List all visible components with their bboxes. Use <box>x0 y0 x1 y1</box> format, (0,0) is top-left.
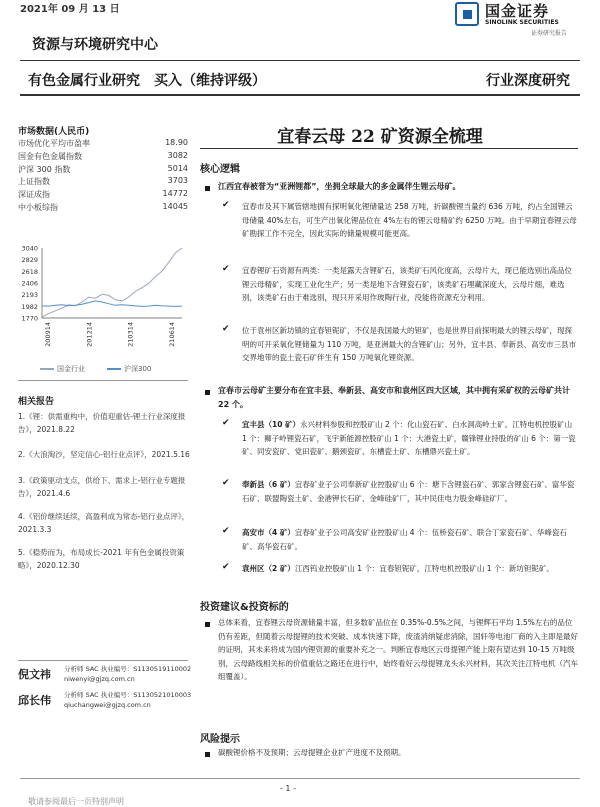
report-kind: 行业深度研究 <box>486 73 570 89</box>
point-text: 位于袁州区新坊镇的宜春钽铌矿，不仅是我国最大的钽矿，也是世界目前探明最大的锂云母矿，现探明的可开采氧化锂储量为 110 万吨，是亚洲最大的含锂矿山；另外，宜丰县、奉新县、高安市三县市交界地带的瓷土瓷石矿伴生有 150 万吨氧化锂资源。 <box>242 326 577 362</box>
market-data-label: 中小板综指 <box>18 203 58 212</box>
check-icon: ✔ <box>222 264 230 274</box>
market-data-value: 14045 <box>162 202 188 211</box>
check-icon: ✔ <box>222 478 230 488</box>
analyst-sac: 分析师 SAC 执业编号：S1130521010003 <box>64 691 192 699</box>
related-report-item[interactable]: 3.《政策驱动支点，供给下、需求上-铝行业专题报告》，2021.4.6 <box>18 476 186 498</box>
related-reports-heading: 相关报告 <box>18 397 55 407</box>
point-text: 宜春市及其下属管辖地拥有探明氧化锂储量达 258 万吨，折碳酸锂当量约 636 万吨，约占全国锂云母储量 40%左右，可生产出氧化锂品位在 4%左右的锂云母精矿约 6250 万吨。由于早期宜春锂云母矿勘探工作不完全，因此实际的储量规模可能更高。 <box>242 202 577 238</box>
bullet-icon <box>205 622 210 627</box>
market-data-row <box>18 202 188 213</box>
check-icon: ✔ <box>222 418 230 428</box>
region-label: 宜丰县（10 矿） <box>242 420 301 429</box>
market-data-row <box>18 151 188 162</box>
core-logic-heading: 核心逻辑 <box>200 164 240 175</box>
y-tick-label: 2193 <box>21 291 38 300</box>
analyst-name: 倪文祎 <box>18 668 51 681</box>
y-tick-label: 2406 <box>21 279 38 288</box>
series-line-0 <box>42 248 182 317</box>
y-tick-label: 2618 <box>21 267 38 276</box>
y-tick-label: 2829 <box>21 256 38 265</box>
market-data-value: 3703 <box>167 176 188 186</box>
market-data-row <box>18 164 188 175</box>
point-text <box>242 526 578 553</box>
company-logo <box>455 0 585 38</box>
market-data-value: 14772 <box>162 189 188 199</box>
footer-note: 敬请参阅最后一页特别声明 <box>28 797 124 806</box>
region-detail: 永兴材料参股和控股矿山 2 个：化山瓷石矿、白水洞高岭土矿。江特电机控股矿山 1 个：狮子岭锂瓷石矿，飞宇新能源控股矿山 1 个：大港瓷土矿，赣锋锂业持股的矿山 6 个：第一瓷矿、同安瓷矿、党田瓷矿、鹅颈瓷矿、东槽瓷土矿、东槽鼎兴瓷土矿。 <box>242 420 576 456</box>
bullet-icon <box>205 390 210 395</box>
region-label: 袁州区（2 矿） <box>242 564 295 573</box>
logo-subtitle: 证券研究报告 <box>531 30 568 37</box>
analyst-info <box>64 690 194 710</box>
check-icon: ✔ <box>222 562 230 572</box>
divider <box>18 380 188 381</box>
market-data-label: 深证成指 <box>18 190 50 200</box>
market-data-row <box>18 176 188 187</box>
analyst-email[interactable]: qiuchangwei@gjzq.com.cn <box>64 701 151 709</box>
chart-legend <box>40 364 151 374</box>
investment-text: 总体来看，宜春锂云母资源储量丰富，但多数矿品位在 0.35%-0.5%之间，与锂辉石平均 1.5%左右的品位仍有差距，但随着云母提锂的技术突破、成本快速下降，废渣消纳疑虑消除，国轩等电池厂商的入主即是最好的证明，其未来将成为国内锂资源的重要补充之一。判断宜春地区云母提锂产能上限有望达到 10-15 万吨级别，云母路线相关标的价值重估之路还在进行中，始终看好云母提锂龙头永兴材料，其次关注江特电机（汽车组覆盖）。 <box>218 618 578 681</box>
investment-heading: 投资建议&投资标的 <box>200 602 289 613</box>
divider <box>20 94 580 96</box>
research-center: 资源与环境研究中心 <box>32 37 158 53</box>
bullet-icon <box>205 752 210 757</box>
report-rating: 有色金属行业研究 买入（维持评级） <box>28 73 266 89</box>
region-label: 高安市（4 矿） <box>242 528 295 537</box>
risk-heading: 风险提示 <box>200 734 240 745</box>
market-data-row <box>18 189 188 200</box>
y-tick-label: 1770 <box>21 314 38 323</box>
x-tick-label: 201214 <box>85 322 94 347</box>
page-number: - 1 - <box>280 784 296 793</box>
analyst-name: 邱长伟 <box>18 694 51 707</box>
market-data-value: 3082 <box>167 150 188 160</box>
check-icon: ✔ <box>222 200 230 210</box>
bullet-icon <box>205 186 210 191</box>
divider <box>20 778 580 779</box>
market-data-label: 市场优化平均市盈率 <box>18 139 90 148</box>
logo-icon <box>455 2 479 26</box>
market-data-label: 国金有色金属指数 <box>18 151 82 161</box>
analyst-email[interactable]: niwenyi@gjzq.com.cn <box>64 675 135 683</box>
legend-item <box>107 364 151 374</box>
logo-name-cn: 国金证券 <box>485 2 550 20</box>
region-label: 奉新县（6 矿） <box>242 480 295 489</box>
related-report-item[interactable]: 4.《铝价继续延续，高盈利成为常态-铝行业点评》，2021.3.3 <box>18 512 190 534</box>
divider <box>20 60 580 61</box>
risk-text: 碳酸锂价格不及预期；云母提锂企业扩产进度不及预期。 <box>218 748 406 757</box>
check-icon: ✔ <box>222 324 230 334</box>
market-data-value: 5014 <box>167 163 188 173</box>
legend-item <box>40 364 85 374</box>
divider <box>200 148 578 149</box>
market-data-label: 上证指数 <box>18 177 50 187</box>
index-chart <box>12 238 192 363</box>
logo-name-en: SINOLINK SECURITIES <box>485 19 559 26</box>
point-text <box>242 478 578 505</box>
related-report-item[interactable]: 2.《大浪淘沙，坚定信心-铝行业点评》，2021.5.16 <box>18 450 190 459</box>
market-data-label: 沪深 300 指数 <box>18 164 71 174</box>
related-report-item[interactable]: 1.《锂：供需重构中，价值迎重估-锂土行业深度报告》，2021.8.22 <box>18 412 186 434</box>
point-text <box>242 562 578 576</box>
series-line-1 <box>42 301 182 307</box>
y-tick-label: 3040 <box>21 244 38 253</box>
point-text: 宜春锂矿石资源有两类：一类是露天含锂矿石，该类矿石风化度高，云母片大，现已能选别出高品位锂云母精矿，实现工业化生产；另一类是地下含锂瓷石矿，该类矿石埋藏深度大，云母片细，难选别，该类矿石由于难选别，现只开采用作玻陶行业，没能将资源充分利用。 <box>242 266 572 302</box>
market-data-row <box>18 138 188 149</box>
analyst-sac: 分析师 SAC 执业编号：S1130519110002 <box>64 665 192 673</box>
region-detail: 江西钨业控股矿山 1 个：宜春钽铌矿，江特电机控股矿山 1 个：新坊钽铌矿。 <box>294 564 554 573</box>
x-tick-label: 210314 <box>126 322 135 347</box>
legend-swatch-hs300 <box>107 368 121 370</box>
market-data-value: 18.90 <box>165 138 188 147</box>
legend-swatch-industry <box>40 368 54 370</box>
market-data-heading: 市场数据(人民币) <box>18 127 90 137</box>
y-tick-label: 1982 <box>21 302 38 311</box>
point-text <box>242 418 578 459</box>
page-title: 宜春云母 22 矿资源全梳理 <box>277 127 483 147</box>
region-detail: 宜春矿业子公司高安矿业控股矿山 4 个：伍桥瓷石矿、联合丁家瓷石矿、华峰瓷石矿、高华瓷石矿。 <box>242 528 567 551</box>
x-tick-label: 210614 <box>168 322 176 347</box>
divider <box>18 660 188 661</box>
report-date: 2021年 09 月 13 日 <box>20 4 120 15</box>
check-icon: ✔ <box>222 526 230 536</box>
key-point: 江西宜春被誉为“亚洲锂都”，坐拥全球最大的多金属伴生锂云母矿。 <box>218 182 461 191</box>
legend-label: 国金行业 <box>57 365 85 373</box>
legend-label: 沪深300 <box>124 365 152 373</box>
related-report-item[interactable]: 5.《稳势而为，布局成长-2021 年有色金属投资策略》，2020.12.30 <box>18 548 185 570</box>
region-detail: 宜春矿业子公司奉新矿业控股矿山 6 个：塘下含锂瓷石矿、郭家含锂瓷石矿、富华瓷石矿、联盟陶瓷土矿、金港钾长石矿、金峰硅矿厂，其中民佳电力股金峰硅矿厂。 <box>242 480 575 503</box>
key-point: 宜春市云母矿主要分布在宜丰县、奉新县、高安市和袁州区四大区域，其中拥有采矿权的云母矿共计 22 个。 <box>218 386 570 409</box>
x-tick-label: 200914 <box>44 322 52 347</box>
analyst-info <box>64 664 194 684</box>
